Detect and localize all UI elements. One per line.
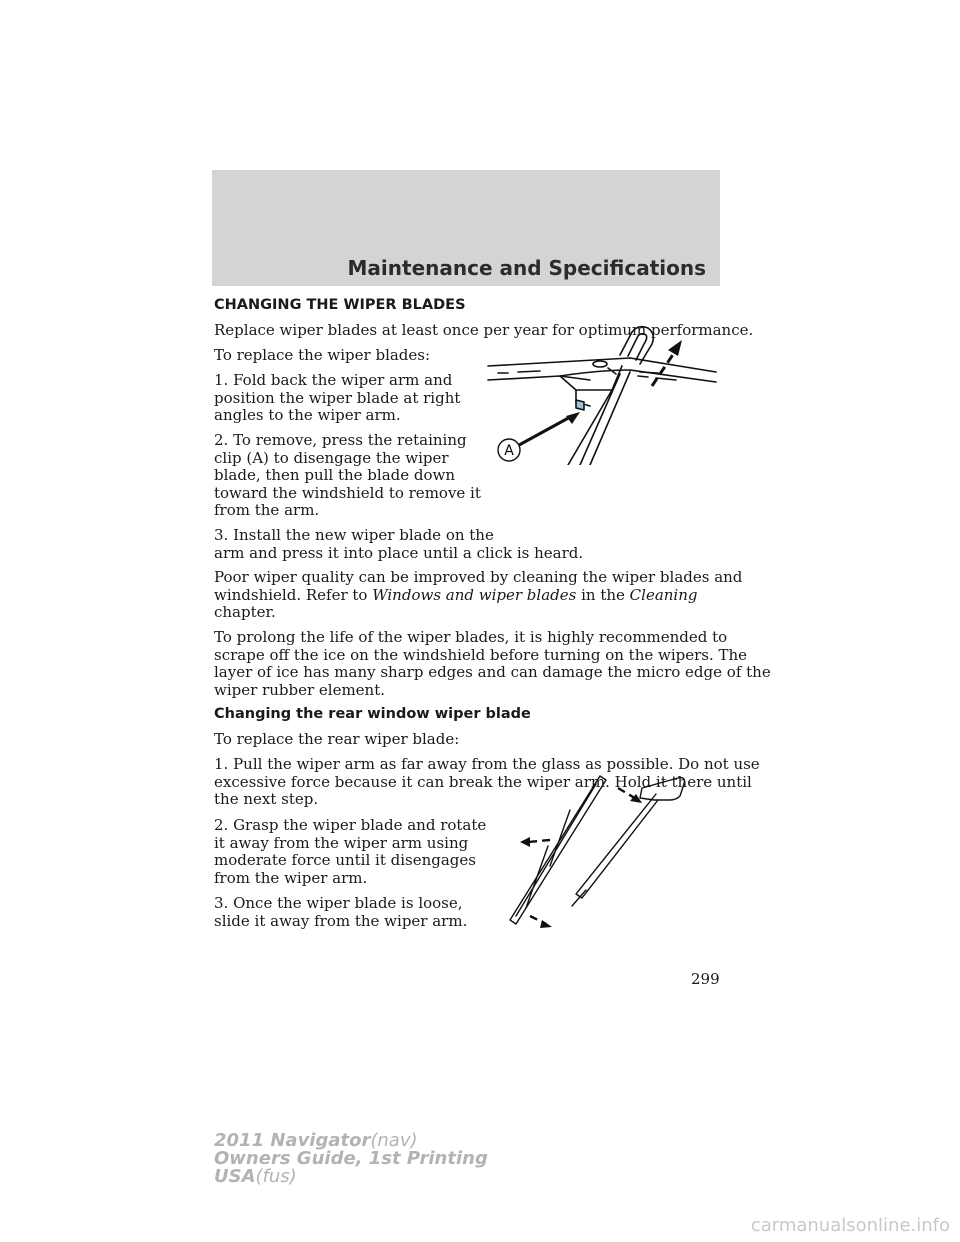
step-1 [214,372,460,425]
cleaning-line: chapter. [214,603,276,622]
step-1-line: position the wiper blade at right [214,388,461,407]
text-run: in the [576,585,630,604]
rear-step-3-line: slide it away from the wiper arm. [214,911,468,930]
callout-label-a: A [504,443,514,459]
rear-step-2 [214,817,486,887]
step-1-line: 1. Fold back the wiper arm and [214,371,453,389]
step-2-line: blade, then pull the blade down [214,466,456,485]
ice-paragraph [214,629,771,699]
step-2-line: toward the windshield to remove it [214,483,481,502]
rear-step-1-line: excessive force because it can break the wiper arm. Hold it there until [214,772,752,791]
footer-market-code: (fus) [255,1166,297,1187]
rear-wiper-blade-illustration [490,770,700,935]
section-title: Maintenance and Specifications [347,256,706,280]
site-watermark: carmanualsonline.info [750,1215,950,1236]
document-footer [214,1132,488,1186]
rear-step-3-line: 3. Once the wiper blade is loose, [214,894,463,912]
step-2-line: from the arm. [214,501,320,520]
step-2-line: clip (A) to disengage the wiper [214,448,449,467]
heading-changing-wiper-blades: CHANGING THE WIPER BLADES [214,297,466,313]
rear-step-3 [214,895,467,930]
text-run: windshield. Refer to [214,585,373,604]
rear-step-2-line: from the wiper arm. [214,868,368,887]
rear-step-2-line: 2. Grasp the wiper blade and rotate [214,816,487,834]
rear-lead: To replace the rear wiper blade: [214,730,460,748]
rear-step-1-line: 1. Pull the wiper arm as far away from the glass as possible. Do not use [214,755,760,773]
footer-model-code: (nav) [370,1130,418,1151]
section-header-band [212,170,720,286]
footer-line-2: Owners Guide, 1st Printing [214,1148,488,1169]
rear-step-2-line: it away from the wiper arm using [214,833,469,852]
rear-step-1-line: the next step. [214,790,319,809]
cleaning-line [214,587,742,605]
footer-model: 2011 Navigator [214,1130,371,1151]
ice-line: To prolong the life of the wiper blades, it is highly recommended to [214,628,728,646]
step-2 [214,432,481,520]
lead-paragraph: To replace the wiper blades: [214,346,431,364]
chapter-reference: Cleaning [629,585,698,604]
rear-step-2-line: moderate force until it disengages [214,851,476,870]
ice-line: layer of ice has many sharp edges and can damage the micro edge of the [214,663,771,682]
cross-reference: Windows and wiper blades [372,585,577,604]
ice-line: scrape off the ice on the windshield before turning on the wipers. The [214,645,748,664]
step-1-line: angles to the wiper arm. [214,406,401,425]
step-3-line: arm and press it into place until a click is heard. [214,543,584,562]
ice-line: wiper rubber element. [214,680,386,699]
intro-paragraph: Replace wiper blades at least once per year for optimum performance. [214,321,754,339]
cleaning-line: Poor wiper quality can be improved by cleaning the wiper blades and [214,568,743,586]
cleaning-paragraph [214,569,742,622]
step-3 [214,527,583,562]
heading-rear-wiper: Changing the rear window wiper blade [214,706,531,722]
page-number: 299 [691,970,720,988]
footer-market: USA [214,1166,256,1187]
windshield-wiper-clip-illustration [480,320,720,465]
footer-line-3 [214,1168,488,1186]
step-3-line: 3. Install the new wiper blade on the [214,526,494,544]
step-2-line: 2. To remove, press the retaining [214,431,467,449]
